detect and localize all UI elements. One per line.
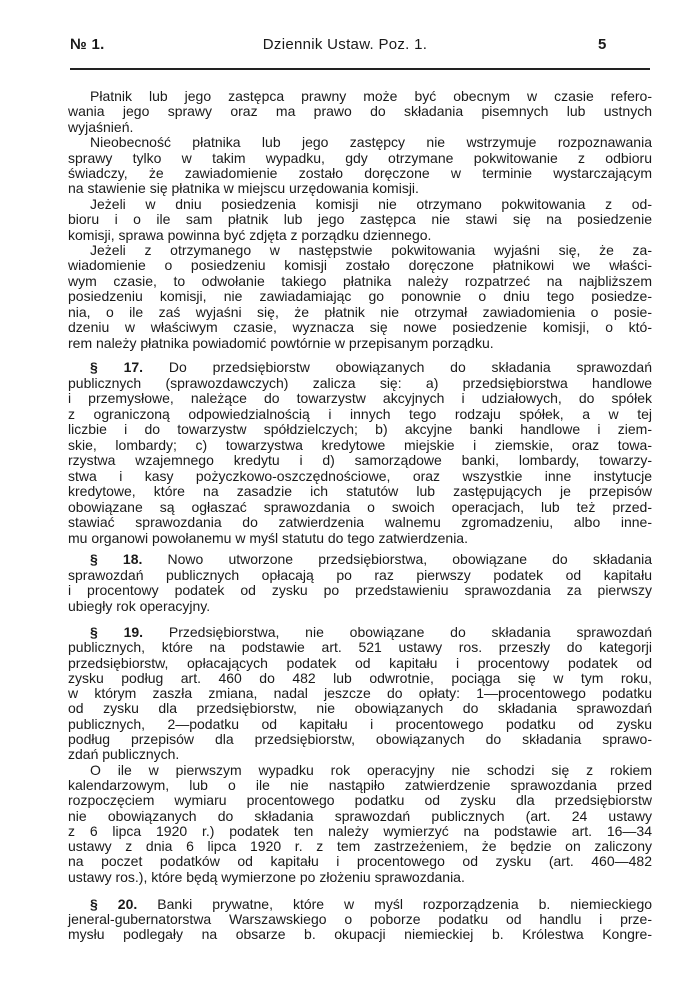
text-line — [68, 289, 652, 304]
text-line — [68, 89, 652, 104]
line-text: publicznych, które na podstawie art. 521 ustawy ros. przeszły do kategorji — [68, 639, 652, 656]
text-line — [68, 552, 652, 568]
line-text: stwa i kasy pożyczkowo-oszczędnościowe, oraz wszystkie inne instytucje — [68, 467, 652, 484]
text-line — [68, 197, 652, 212]
line-text: Jeżeli w dniu posiedzenia komisji nie otrzymano pokwitowania z od- — [90, 195, 652, 212]
text-line — [68, 656, 652, 671]
text-line — [68, 515, 652, 531]
line-text: jeneral-gubernatorstwa Warszawskiego o poborze podatku od handlu i prze- — [68, 911, 652, 927]
text-line — [68, 391, 652, 407]
text-line — [68, 336, 652, 351]
line-text: wiadomienie o posiedzeniu komisji zostało doręczone płatnikowi we właści- — [68, 257, 652, 274]
text-line — [68, 258, 652, 273]
text-line — [68, 568, 652, 584]
line-text: Przedsiębiorstwa, nie obowiązane do składania sprawozdań — [168, 624, 653, 640]
text-line — [68, 453, 652, 469]
issue-number: № 1. — [70, 36, 105, 53]
line-text: rozpoczęciem wymiaru procentowego podatku od zysku dla przedsiębiorstw — [68, 792, 652, 809]
line-text: rzystwa wzajemnego kredytu i d) samorządowe banki, lombardy, towarzy- — [68, 452, 652, 468]
line-text: obowiązane są ogłaszać sprawozdania o swoich operacjach, lub też przed- — [68, 498, 652, 515]
text-line — [68, 243, 652, 258]
section-s20 — [68, 897, 652, 942]
text-line — [68, 686, 652, 701]
text-line — [68, 212, 652, 227]
paragraph — [68, 89, 652, 135]
text-line — [68, 583, 652, 599]
section-s19 — [68, 625, 652, 885]
paragraph — [68, 625, 652, 763]
text-line — [68, 778, 652, 793]
line-text: z ograniczoną odpowiedzialnością i innych tego rodzaju spółek, a w tej — [68, 405, 652, 422]
line-text: ubiegły rok operacyjny. — [68, 598, 211, 615]
text-line — [68, 320, 652, 335]
text-line — [68, 166, 652, 181]
paragraph — [68, 763, 652, 885]
section-mark: § 19. — [90, 624, 144, 640]
line-text: mysłu podlegały na obsarze b. okupacji niemieckiej b. Królestwa Kongre- — [68, 926, 652, 942]
line-text: skie, lombardy; c) towarzystwa kredytowe miejskie i ziemskie, oraz towa- — [68, 436, 652, 453]
line-text: Płatnik lub jego zastępca prawny może być obecnym w czasie refero- — [90, 88, 652, 104]
text-line — [68, 104, 652, 119]
line-text: Banki prywatne, które w myśl rozporządzenia b. niemieckiego — [157, 896, 653, 912]
line-text: ustawy z dnia 6 lipca 1920 r. z tem zastrzeżeniem, że będzie on zaliczony — [68, 838, 652, 855]
line-text: kalendarzowym, lub o ile nie nastąpiło zatwierdzenie sprawozdania przed — [68, 776, 652, 793]
text-line — [68, 599, 652, 615]
line-text: komisji, sprawa powinna być zdjęta z porządku dziennego. — [68, 226, 432, 243]
line-text: nie obowiązanych do składania sprawozdań publicznych (art. 24 ustawy — [68, 807, 652, 824]
line-text: rem należy płatnika powiadomić powtórnie w przepisanym porządku. — [68, 334, 494, 351]
line-text: liczbie i do towarzystw spółdzielczych; b) akcyjne banki handlowe i ziem- — [68, 421, 652, 437]
line-text: wania jego sprawy oraz ma prawo do składania pisemnych lub ustnych — [68, 103, 652, 120]
text-line — [68, 500, 652, 516]
line-text: na stawienie się płatnika w miejscu urzędowania komisji. — [68, 180, 419, 197]
line-text: i przemysłowe, należące do towarzystw akcyjnych i udziałowych, do spółek — [68, 390, 652, 406]
text-line — [68, 181, 652, 196]
line-text: na poczet podatków od kapitału i procentowego od zysku (art. 460—482 — [68, 853, 652, 870]
text-line — [68, 376, 652, 392]
paragraph — [68, 135, 652, 197]
text-line — [68, 422, 652, 438]
line-text: dzeniu w właściwym czasie, wyznacza się nowe posiedzenie komisji, o któ- — [68, 319, 652, 336]
text-line — [68, 671, 652, 686]
line-text: sprawozdań publicznych opłacają po raz pierwszy podatek od kapitału — [68, 566, 652, 583]
text-line — [68, 305, 652, 320]
text-line — [68, 438, 652, 454]
text-line — [68, 854, 652, 869]
line-text: Nowo utworzone przedsiębiorstwa, obowiązane do składania — [167, 551, 652, 567]
section-s18 — [68, 552, 652, 615]
line-text: O ile w pierwszym wypadku rok operacyjny nie schodzi się z rokiem — [90, 761, 652, 778]
text-line — [68, 870, 652, 885]
text-line — [68, 135, 652, 150]
text-line — [68, 701, 652, 716]
text-line — [68, 824, 652, 839]
line-text: wyjaśnień. — [68, 118, 134, 135]
section-mark: § 20. — [90, 896, 138, 912]
line-text: w którym zaszła zmiana, nadal jeszcze do opłaty: 1—procentowego podatku — [68, 685, 652, 702]
text-line — [68, 763, 652, 778]
text-line — [68, 839, 652, 854]
section-mark: § 18. — [90, 551, 143, 567]
line-text: świadczy, że zawiadomienie zostało doręczone w terminie wystarczającym — [68, 165, 652, 182]
text-line — [68, 927, 652, 942]
header-rule — [70, 68, 650, 70]
text-line — [68, 151, 652, 166]
line-text: Do przedsiębiorstw obowiązanych do składania sprawozdań — [168, 359, 653, 375]
text-line — [68, 640, 652, 655]
text-line — [68, 732, 652, 747]
text-line — [68, 407, 652, 423]
paragraph — [68, 360, 652, 546]
line-text: Jeżeli z otrzymanego w następstwie pokwitowania wyjaśni się, że za- — [90, 242, 652, 259]
text-line — [68, 120, 652, 135]
line-text: publicznych, 2—podatku od kapitału i procentowego podatku od zysku — [68, 715, 652, 732]
text-line — [68, 793, 652, 808]
text-line — [68, 228, 652, 243]
text-line — [68, 747, 652, 762]
text-line — [68, 912, 652, 927]
line-text: wym czasie, to odwołanie takiego płatnika należy rozpatrzeć na najbliższem — [68, 272, 652, 289]
text-line — [68, 809, 652, 824]
text-line — [68, 717, 652, 732]
paragraph — [68, 552, 652, 615]
section-intro — [68, 89, 652, 351]
text-line — [68, 469, 652, 485]
section-mark: § 17. — [90, 359, 144, 375]
line-text: zdań publicznych. — [68, 746, 180, 763]
text-line — [68, 625, 652, 640]
line-text: od zysku dla przedsiębiorstw, nie obowiązanych do składania sprawozdań — [68, 700, 652, 717]
line-text: publicznych (sprawozdawczych) zalicza się: a) przedsiębiorstwa handlowe — [68, 374, 652, 391]
running-title: Dziennik Ustaw. Poz. 1. — [262, 36, 428, 53]
line-text: z 6 lipca 1920 r.) podatek ten należy wymierzyć na podstawie art. 16—34 — [68, 822, 652, 839]
paragraph — [68, 897, 652, 942]
line-text: kredytowe, które na zasadzie ich statutów lub zastępujących je przepisów — [68, 483, 652, 499]
line-text: stawiać sprawozdania do zatwierdzenia walnemu zgromadzeniu, albo inne- — [68, 514, 652, 530]
line-text: przedsiębiorstw, opłacających podatek od kapitału i procentowy podatek od — [68, 654, 652, 671]
line-text: nia, o ile zaś wyjaśni się, że płatnik nie otrzymał zawiadomienia o posie- — [68, 303, 652, 320]
line-text: bioru i o ile sam płatnik lub jego zastępca nie stawi się na posiedzenie — [68, 211, 652, 228]
line-text: ustawy ros.), które będą wymierzone po złożeniu sprawozdania. — [68, 868, 465, 885]
paragraph — [68, 197, 652, 243]
paragraph — [68, 243, 652, 351]
line-text: Nieobecność płatnika lub jego zastępcy nie wstrzymuje rozpoznawania — [90, 134, 652, 151]
section-s17 — [68, 360, 652, 546]
line-text: zysku podług art. 460 do 482 lub odwrotnie, pociąga się w tym roku, — [68, 669, 652, 686]
text-line — [68, 484, 652, 500]
text-line — [68, 531, 652, 547]
page-number: 5 — [598, 36, 607, 53]
line-text: podług przepisów dla przedsiębiorstw, obowiązanych do składania sprawo- — [68, 731, 652, 748]
text-line — [68, 360, 652, 376]
line-text: i procentowy podatek od zysku po przedstawieniu sprawozdania za pierwszy — [68, 582, 652, 599]
line-text: posiedzeniu komisji, nie zawiadamiając go ponownie o dniu tego posiedze- — [68, 288, 652, 305]
text-line — [68, 897, 652, 912]
text-line — [68, 274, 652, 289]
line-text: mu organowi powołanemu w myśl statutu do tego zatwierdzenia. — [68, 529, 468, 546]
line-text: sprawy tylko w takim wypadku, gdy otrzymane pokwitowanie z odbioru — [68, 149, 652, 166]
